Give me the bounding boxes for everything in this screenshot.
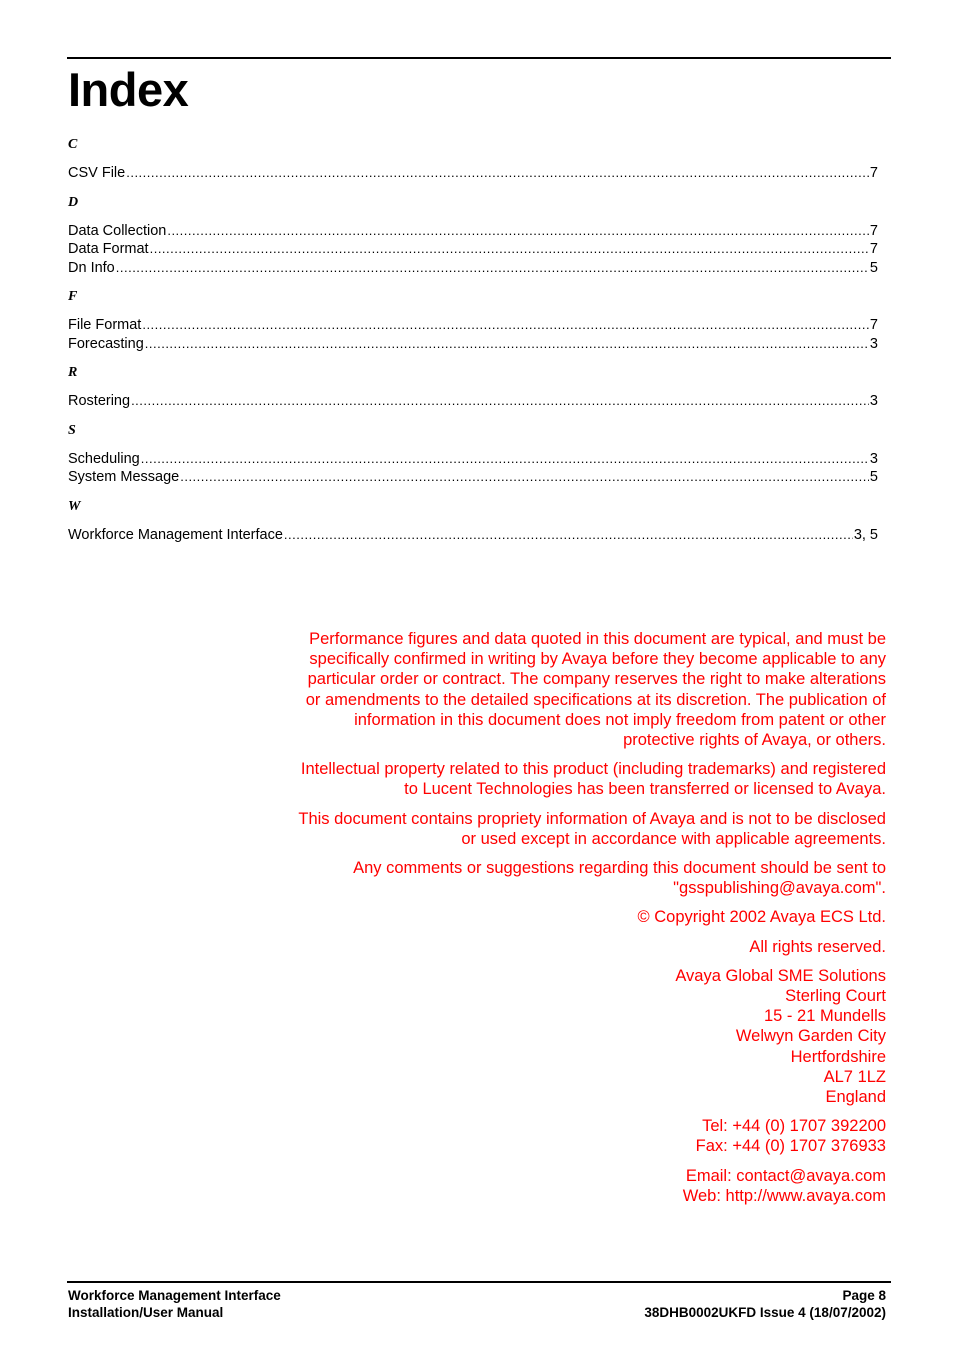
index-entry[interactable] [68, 164, 878, 183]
index-entry[interactable] [68, 526, 878, 545]
index-entry-label: Forecasting [68, 335, 144, 352]
index-entry[interactable] [68, 222, 878, 241]
index-entry-page: 3 [869, 393, 878, 409]
index-letter: S [68, 422, 76, 438]
index-entry-label: Data Collection [68, 222, 167, 239]
dot-leader [142, 316, 869, 335]
phone-block [290, 1116, 886, 1156]
email-link[interactable]: Email: contact@avaya.com [685, 1166, 886, 1185]
address-line: Welwyn Garden City [735, 1027, 886, 1046]
page-title: Index [68, 63, 189, 116]
address-line: AL7 1LZ [823, 1067, 886, 1086]
fax: Fax: +44 (0) 1707 376933 [695, 1137, 886, 1156]
footer-doc-reference: 38DHB0002UKFD Issue 4 (18/07/2002) [644, 1305, 886, 1320]
index-entry-label: Data Format [68, 241, 149, 257]
legal-notice [290, 629, 886, 1215]
address-line: Avaya Global SME Solutions [675, 966, 886, 985]
dot-leader [145, 335, 869, 354]
index-entry-page: 7 [869, 317, 878, 333]
index-entry[interactable] [68, 450, 878, 469]
company-address [290, 966, 886, 1107]
index-entry-label: Workforce Management Interface [68, 526, 283, 543]
dot-leader [116, 259, 869, 278]
dot-leader [141, 450, 869, 469]
performance-disclaimer: Performance figures and data quoted in this document are typical, and must be specifically confirmed in writing by Avaya before they become applicable to any particular order or contract. The company reserves the right to make alterations or amendments to the detailed specifications at its discretion. The publication of information in this document does not imply freedom from patent or other protective rights of Avaya, or others. [305, 630, 886, 750]
index-letter: W [68, 498, 81, 514]
ip-notice: Intellectual property related to this product (including trademarks) and registered to Lucent Technologies has been transferred or licensed to Avaya. [300, 760, 886, 799]
dot-leader [167, 222, 869, 241]
index-entry-page: 3 [869, 335, 878, 352]
page-footer [68, 1287, 886, 1321]
index-entry-page: 7 [869, 241, 878, 257]
contact-block [290, 1166, 886, 1206]
index-section-w [68, 498, 878, 545]
dot-leader [284, 526, 853, 545]
index-entry-page: 3 [869, 450, 878, 467]
index-entry-page: 5 [869, 259, 878, 276]
address-line: Sterling Court [785, 987, 886, 1006]
rights-notice: All rights reserved. [749, 937, 886, 956]
index-entry[interactable] [68, 316, 878, 335]
address-line: 15 - 21 Mundells [764, 1007, 886, 1026]
bottom-rule [67, 1281, 891, 1283]
index-entry-label: CSV File [68, 165, 126, 181]
dot-leader [126, 164, 869, 183]
propriety-notice: This document contains propriety information of Avaya and is not to be disclosed or used except in accordance with applicable agreements. [298, 809, 886, 848]
copyright-notice: © Copyright 2002 Avaya ECS Ltd. [637, 908, 886, 927]
web-link[interactable]: Web: http://www.avaya.com [682, 1186, 886, 1205]
index-list [68, 136, 878, 555]
footer-page-number: Page 8 [842, 1288, 886, 1303]
index-entry-page: 3, 5 [853, 526, 878, 543]
dot-leader [180, 468, 869, 487]
index-letter: F [68, 289, 78, 304]
footer-doc-subtitle: Installation/User Manual [68, 1305, 224, 1320]
dot-leader [150, 240, 869, 259]
address-line: England [825, 1088, 886, 1107]
telephone: Tel: +44 (0) 1707 392200 [702, 1117, 886, 1136]
address-line: Hertfordshire [790, 1047, 886, 1066]
index-letter: C [68, 137, 78, 152]
index-entry-label: Dn Info [68, 259, 115, 276]
index-section-f [68, 288, 878, 353]
index-entry[interactable] [68, 240, 878, 259]
top-rule [67, 57, 891, 59]
index-letter: R [68, 365, 78, 380]
index-entry-page: 5 [869, 469, 878, 485]
index-section-d [68, 194, 878, 278]
index-entry-page: 7 [869, 222, 878, 239]
comments-notice: Any comments or suggestions regarding this document should be sent to "gsspublishing@avaya.com". [353, 859, 886, 898]
index-section-s [68, 422, 878, 487]
index-section-c [68, 136, 878, 183]
dot-leader [131, 392, 869, 411]
index-entry-label: System Message [68, 469, 180, 485]
index-entry[interactable] [68, 392, 878, 411]
footer-doc-title: Workforce Management Interface [68, 1288, 281, 1303]
index-letter: D [68, 194, 79, 210]
index-entry[interactable] [68, 259, 878, 278]
index-entry-label: Scheduling [68, 450, 140, 467]
index-entry[interactable] [68, 335, 878, 354]
index-entry-label: Rostering [68, 393, 131, 409]
index-entry-label: File Format [68, 317, 142, 333]
index-section-r [68, 364, 878, 411]
index-entry-page: 7 [869, 165, 878, 181]
index-entry[interactable] [68, 468, 878, 487]
